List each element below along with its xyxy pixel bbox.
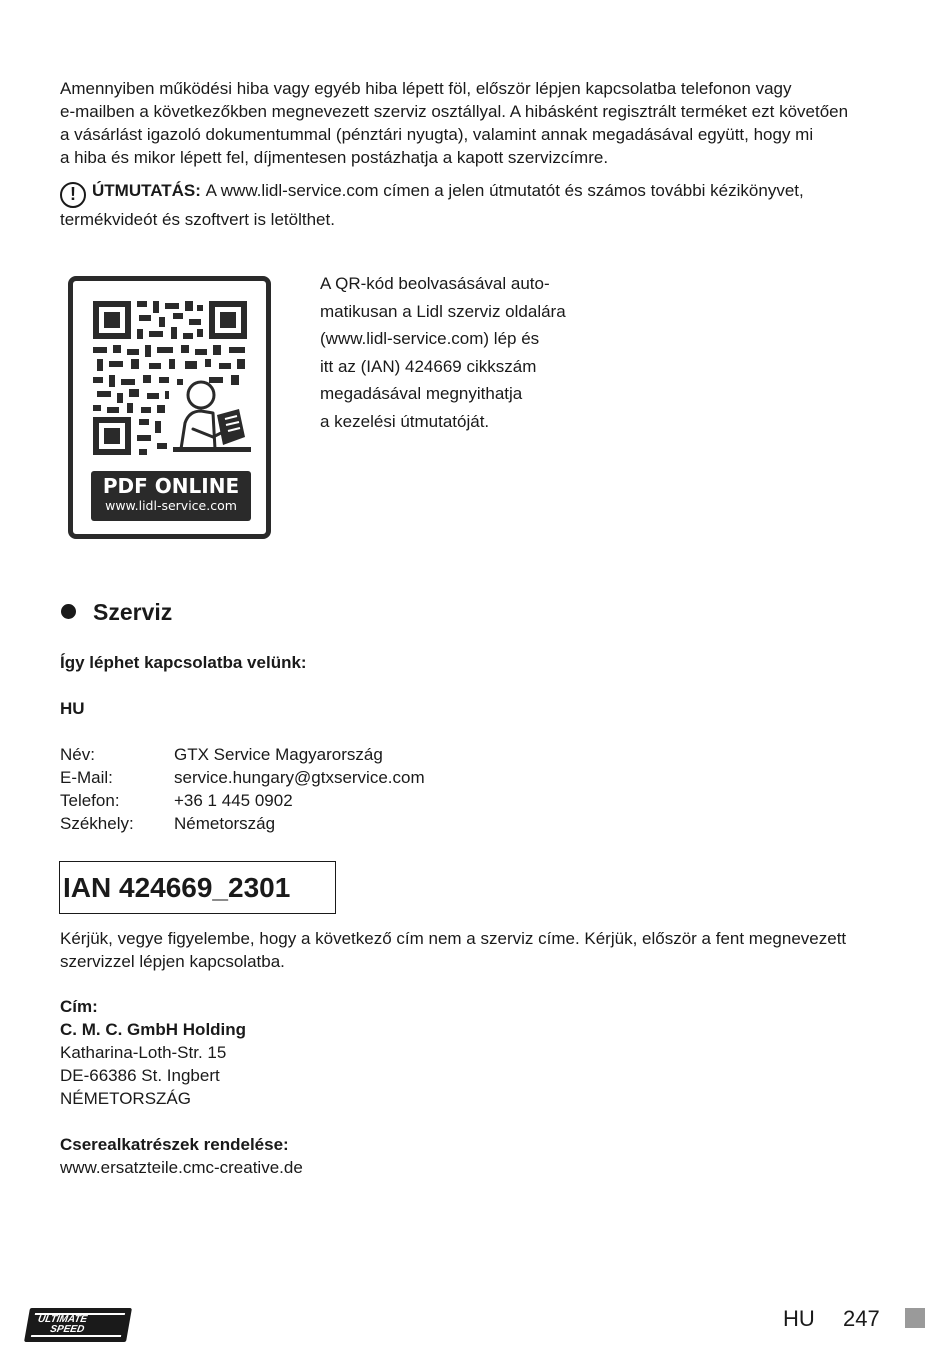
qr-text-line: itt az (IAN) 424669 cikkszám [320, 356, 537, 376]
contact-row-phone [60, 789, 293, 812]
address-note [60, 927, 900, 973]
contact-row-email [60, 766, 425, 789]
contact-value: service.hungary@gtxservice.com [174, 768, 425, 787]
contact-label: Telefon: [60, 791, 120, 810]
section-bullet-icon [61, 604, 76, 619]
qr-text-line: (www.lidl-service.com) lép és [320, 329, 540, 348]
intro-line: a vásárlást igazoló dokumentummal (pénztári nyugta), valamint annak megadásával együtt, hogy mi [60, 125, 814, 144]
address-company: C. M. C. GmbH Holding [60, 1020, 247, 1039]
contact-heading: Így léphet kapcsolatba velünk: [60, 653, 307, 672]
qr-text-line: A QR-kód beolvasásával auto- [320, 274, 550, 293]
notice-paragraph [60, 179, 900, 231]
notice-line-2: termékvideót és szoftvert is letölthet. [60, 210, 335, 229]
logo-line-2: SPEED [49, 1324, 86, 1335]
contact-label: Név: [60, 745, 95, 764]
ian-number-box: IAN 424669_2301 [59, 861, 336, 914]
contact-row-seat [60, 812, 275, 835]
spare-parts-heading: Cserealkatrészek rendelése: [60, 1135, 289, 1154]
ultimate-speed-logo [24, 1308, 132, 1342]
note-line: Kérjük, vegye figyelembe, hogy a következő cím nem a szerviz címe. Kérjük, először a fent megnevezett [60, 929, 847, 948]
contact-value: Németország [174, 814, 276, 833]
intro-paragraph [60, 77, 900, 169]
address-street: Katharina-Loth-Str. 15 [60, 1043, 227, 1062]
notice-text: A www.lidl-service.com címen a jelen útmutatót és számos további kézikönyvet, [205, 181, 804, 200]
reading-person-icon [169, 382, 251, 459]
contact-value: GTX Service Magyarország [174, 745, 383, 764]
spare-parts-url: www.ersatzteile.cmc-creative.de [60, 1158, 303, 1177]
section-title: Szerviz [93, 599, 173, 625]
contact-label: Székhely: [60, 814, 134, 833]
contact-label: E-Mail: [60, 768, 113, 787]
intro-line: Amennyiben működési hiba vagy egyéb hiba lépett föl, először lépjen kapcsolatba telefonon vagy [60, 79, 792, 98]
notice-line-1 [60, 179, 900, 208]
qr-description [320, 270, 566, 435]
page-marker-square [905, 1308, 925, 1328]
exclamation-circle-icon: ! [60, 182, 86, 208]
footer-language: HU [783, 1306, 815, 1331]
address-country: NÉMETORSZÁG [60, 1089, 191, 1108]
qr-text-line: matikusan a Lidl szerviz oldalára [320, 301, 566, 321]
page-number: 247 [843, 1306, 880, 1331]
notice-label: ÚTMUTATÁS: [92, 181, 201, 200]
qr-code-box [68, 276, 271, 539]
contact-value: +36 1 445 0902 [174, 791, 293, 810]
country-code: HU [60, 699, 85, 718]
qr-code-image [89, 297, 251, 459]
note-line: szervizzel lépjen kapcsolatba. [60, 952, 285, 971]
qr-text-line: megadásával megnyithatja [320, 384, 523, 403]
pdf-online-badge [91, 471, 251, 521]
address-city: DE-66386 St. Ingbert [60, 1066, 220, 1085]
intro-line: e-mailben a következőkben megnevezett szerviz osztállyal. A hibásként regisztrált terméket ezt követően [60, 102, 849, 121]
logo-line-1: ULTIMATE [37, 1314, 89, 1325]
address-heading: Cím: [60, 997, 98, 1016]
qr-text-line: a kezelési útmutatóját. [320, 411, 490, 431]
pdf-online-url: www.lidl-service.com [105, 498, 237, 513]
contact-row-name [60, 743, 383, 766]
intro-line: a hiba és mikor lépett fel, díjmentesen postázhatja a kapott szervizcímre. [60, 148, 609, 167]
pdf-online-title: PDF ONLINE [102, 474, 240, 498]
